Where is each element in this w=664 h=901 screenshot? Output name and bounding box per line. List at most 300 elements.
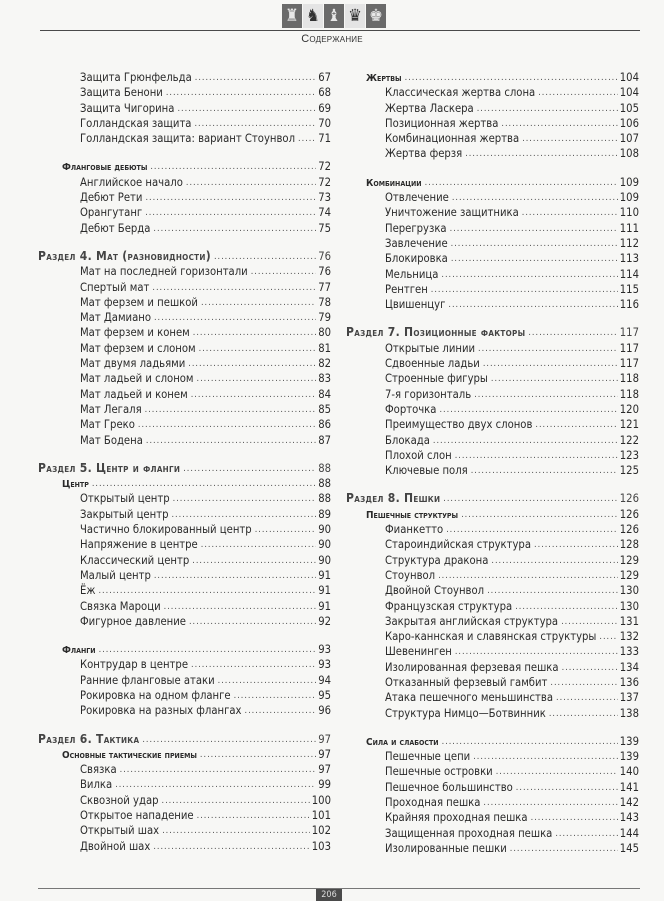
entry-title: Раздел 5. Центр и фланги bbox=[38, 460, 181, 475]
dot-leader bbox=[189, 614, 316, 625]
toc-subsection-heading bbox=[38, 476, 331, 491]
toc-entry bbox=[346, 251, 639, 266]
toc-subsection-heading bbox=[38, 159, 331, 174]
toc-section-heading bbox=[346, 325, 639, 340]
page-ref: 131 bbox=[619, 614, 639, 628]
toc-entry bbox=[38, 762, 331, 777]
toc-right-column bbox=[346, 70, 639, 856]
entry-title: Проходная пешка bbox=[385, 796, 481, 810]
entry-title: Староиндийская структура bbox=[385, 538, 531, 552]
entry-title: Преимущество двух слонов bbox=[385, 418, 533, 432]
dot-leader bbox=[200, 747, 316, 758]
entry-title: Защищенная проходная пешка bbox=[385, 826, 553, 840]
dot-leader bbox=[199, 341, 317, 352]
toc-entry bbox=[346, 764, 639, 779]
dot-leader bbox=[549, 706, 618, 717]
page-ref: 139 bbox=[619, 750, 639, 764]
page-ref: 101 bbox=[311, 809, 331, 823]
entry-title: Завлечение bbox=[385, 236, 448, 250]
toc-entry bbox=[38, 101, 331, 116]
entry-title: Сила и слабости bbox=[366, 736, 439, 748]
toc-entry bbox=[38, 808, 331, 823]
page-ref: 77 bbox=[318, 280, 331, 294]
dot-leader bbox=[450, 221, 618, 232]
page-ref: 97 bbox=[318, 732, 331, 746]
dot-leader bbox=[439, 402, 617, 413]
toc-entry bbox=[38, 310, 331, 325]
toc-entry bbox=[346, 463, 639, 478]
entry-title: Крайняя проходная пешка bbox=[385, 811, 528, 825]
page-ref: 109 bbox=[619, 191, 639, 205]
toc-section-heading bbox=[346, 491, 639, 506]
dot-leader bbox=[92, 476, 316, 487]
dot-leader bbox=[471, 463, 618, 474]
page-ref: 97 bbox=[318, 763, 331, 777]
entry-title: 7-я горизонталь bbox=[385, 387, 472, 401]
toc-section-heading bbox=[38, 732, 331, 747]
page-ref: 126 bbox=[619, 507, 639, 521]
page-ref: 88 bbox=[318, 477, 331, 491]
page-ref: 87 bbox=[318, 433, 331, 447]
entry-title: Изолированная ферзевая пешка bbox=[385, 660, 559, 674]
entry-title: Двойной шах bbox=[80, 839, 151, 853]
page-ref: 133 bbox=[619, 645, 639, 659]
entry-title: Фигурное давление bbox=[80, 614, 186, 628]
toc-entry bbox=[38, 537, 331, 552]
toc-entry bbox=[38, 221, 331, 236]
dot-leader bbox=[188, 356, 316, 367]
dot-leader bbox=[448, 297, 617, 308]
dot-leader bbox=[154, 568, 316, 579]
toc-entry bbox=[38, 205, 331, 220]
dot-leader bbox=[146, 433, 316, 444]
dot-leader bbox=[120, 762, 317, 773]
page-ref: 92 bbox=[318, 614, 331, 628]
dot-leader bbox=[214, 249, 316, 260]
dot-leader bbox=[298, 131, 316, 142]
entry-title: Раздел 7. Позиционные факторы bbox=[346, 325, 526, 340]
page-ref: 82 bbox=[318, 357, 331, 371]
toc-entry bbox=[346, 706, 639, 721]
page-ref: 113 bbox=[619, 252, 639, 266]
toc-left-column bbox=[38, 70, 331, 854]
page-ref: 79 bbox=[318, 311, 331, 325]
entry-title: Форточка bbox=[385, 402, 437, 416]
page-ref: 142 bbox=[619, 796, 639, 810]
dot-leader bbox=[251, 264, 316, 275]
entry-title: Изолированные пешки bbox=[385, 841, 507, 855]
chess-pieces-header bbox=[282, 4, 386, 28]
page-ref: 84 bbox=[318, 387, 331, 401]
dot-leader bbox=[442, 734, 618, 745]
dot-leader bbox=[535, 417, 617, 428]
entry-title: Перегрузка bbox=[385, 221, 447, 235]
entry-title: Двойной Стоунвол bbox=[385, 584, 485, 598]
entry-title: Классическая жертва слона bbox=[385, 86, 536, 100]
page-ref: 122 bbox=[619, 433, 639, 447]
dot-leader bbox=[487, 583, 618, 594]
entry-title: Структура дракона bbox=[385, 553, 489, 567]
dot-leader bbox=[501, 116, 617, 127]
entry-title: Жертва ферзя bbox=[385, 147, 463, 161]
entry-title: Классический центр bbox=[80, 553, 190, 567]
page-ref: 115 bbox=[619, 282, 639, 296]
entry-title: Плохой слон bbox=[385, 448, 452, 462]
entry-title: Фланги bbox=[62, 645, 96, 657]
dot-leader bbox=[474, 387, 618, 398]
toc-entry bbox=[346, 448, 639, 463]
page-ref: 75 bbox=[318, 221, 331, 235]
dot-leader bbox=[138, 417, 316, 428]
page-ref: 93 bbox=[318, 643, 331, 657]
page-ref: 104 bbox=[619, 86, 639, 100]
dot-leader bbox=[473, 749, 618, 760]
entry-title: Уничтожение защитника bbox=[385, 206, 519, 220]
page-ref: 88 bbox=[318, 461, 331, 475]
toc-entry bbox=[346, 131, 639, 146]
entry-title: Спертый мат bbox=[80, 280, 150, 294]
toc-entry bbox=[346, 841, 639, 856]
page-ref: 116 bbox=[619, 298, 639, 312]
toc-entry bbox=[38, 491, 331, 506]
dot-leader bbox=[171, 507, 316, 518]
page-ref: 90 bbox=[318, 523, 331, 537]
toc-entry bbox=[346, 341, 639, 356]
toc-entry bbox=[38, 823, 331, 838]
toc-entry bbox=[38, 264, 331, 279]
dot-leader bbox=[152, 280, 316, 291]
dot-leader bbox=[556, 690, 618, 701]
page-ref: 89 bbox=[318, 507, 331, 521]
page-ref: 141 bbox=[619, 780, 639, 794]
dot-leader bbox=[145, 205, 316, 216]
toc-entry bbox=[38, 402, 331, 417]
dot-leader bbox=[98, 583, 316, 594]
toc-entry bbox=[38, 387, 331, 402]
dot-leader bbox=[451, 251, 618, 262]
page-ref: 123 bbox=[619, 448, 639, 462]
dot-leader bbox=[451, 236, 618, 247]
toc-subsection-heading bbox=[346, 507, 639, 522]
entry-title: Мат ладьей и слоном bbox=[80, 372, 194, 386]
dot-leader bbox=[191, 657, 316, 668]
page-ref: 72 bbox=[318, 175, 331, 189]
entry-title: Вилка bbox=[80, 778, 113, 792]
toc-entry bbox=[346, 205, 639, 220]
entry-title: Дебют Берда bbox=[80, 221, 151, 235]
dot-leader bbox=[461, 507, 618, 518]
toc-entry bbox=[346, 675, 639, 690]
entry-title: Мат ладьей и конем bbox=[80, 387, 188, 401]
dot-leader bbox=[197, 808, 310, 819]
entry-title: Жертва Ласкера bbox=[385, 101, 474, 115]
dot-leader bbox=[431, 282, 618, 293]
entry-title: Открытый центр bbox=[80, 492, 170, 506]
page-ref: 105 bbox=[619, 101, 639, 115]
entry-title: Пешечное большинство bbox=[385, 780, 513, 794]
dot-leader bbox=[153, 839, 309, 850]
toc-entry bbox=[38, 341, 331, 356]
entry-title: Напряжение в центре bbox=[80, 538, 198, 552]
dot-leader bbox=[150, 159, 316, 170]
toc-entry bbox=[346, 101, 639, 116]
page-ref: 118 bbox=[619, 387, 639, 401]
page-ref: 137 bbox=[619, 691, 639, 705]
toc-entry bbox=[346, 356, 639, 371]
dot-leader bbox=[234, 688, 317, 699]
page-ref: 130 bbox=[619, 599, 639, 613]
page-ref: 74 bbox=[318, 206, 331, 220]
entry-title: Шевенинген bbox=[385, 645, 452, 659]
toc-entry bbox=[38, 507, 331, 522]
page-number: 206 bbox=[316, 889, 342, 901]
entry-title: Мат ферзем и конем bbox=[80, 326, 190, 340]
entry-title: Сквозной удар bbox=[80, 793, 159, 807]
dot-leader bbox=[562, 660, 618, 671]
dot-leader bbox=[528, 325, 617, 336]
toc-entry bbox=[346, 297, 639, 312]
dot-leader bbox=[496, 764, 618, 775]
toc-entry bbox=[346, 433, 639, 448]
entry-title: Центр bbox=[62, 479, 89, 491]
page-ref: 111 bbox=[619, 221, 639, 235]
page-ref: 140 bbox=[619, 765, 639, 779]
entry-title: Строенные фигуры bbox=[385, 372, 488, 386]
dot-leader bbox=[153, 221, 316, 232]
toc-entry bbox=[38, 433, 331, 448]
toc-entry bbox=[38, 522, 331, 537]
entry-title: Комбинационная жертва bbox=[385, 132, 520, 146]
dot-leader bbox=[162, 793, 310, 804]
entry-title: Отказанный ферзевый гамбит bbox=[385, 675, 548, 689]
entry-title: Фианкетто bbox=[385, 523, 444, 537]
dot-leader bbox=[245, 703, 317, 714]
entry-title: Пешечные структуры bbox=[366, 509, 459, 521]
rook-icon: ♜ bbox=[282, 4, 302, 28]
page-ref: 129 bbox=[619, 553, 639, 567]
king-icon: ♚ bbox=[366, 4, 386, 28]
page-ref: 80 bbox=[318, 326, 331, 340]
toc-entry bbox=[346, 282, 639, 297]
dot-leader bbox=[177, 101, 316, 112]
entry-title: Отвлечение bbox=[385, 191, 449, 205]
toc-entry bbox=[38, 839, 331, 854]
entry-title: Основные тактические приемы bbox=[62, 749, 197, 761]
page-ref: 120 bbox=[619, 402, 639, 416]
toc-entry bbox=[346, 537, 639, 552]
toc-entry bbox=[346, 190, 639, 205]
toc-entry bbox=[38, 568, 331, 583]
page-ref: 125 bbox=[619, 464, 639, 478]
dot-leader bbox=[483, 795, 617, 806]
toc-entry bbox=[346, 614, 639, 629]
dot-leader bbox=[201, 295, 316, 306]
dot-leader bbox=[162, 823, 310, 834]
page-ref: 94 bbox=[318, 673, 331, 687]
toc-entry bbox=[346, 568, 639, 583]
entry-title: Ёж bbox=[80, 584, 96, 598]
page-ref: 103 bbox=[311, 839, 331, 853]
entry-title: Раздел 6. Тактика bbox=[38, 731, 140, 746]
toc-entry bbox=[38, 85, 331, 100]
entry-title: Защита Бенони bbox=[80, 86, 163, 100]
entry-title: Раздел 4. Мат (разновидности) bbox=[38, 248, 211, 263]
dot-leader bbox=[218, 673, 317, 684]
entry-title: Комбинации bbox=[366, 177, 422, 189]
entry-title: Блокада bbox=[385, 433, 430, 447]
page-ref: 117 bbox=[619, 326, 639, 340]
entry-title: Контрудар в центре bbox=[80, 658, 189, 672]
toc-subsection-heading bbox=[38, 642, 331, 657]
dot-leader bbox=[192, 553, 316, 564]
page-ref: 102 bbox=[311, 824, 331, 838]
page-ref: 93 bbox=[318, 658, 331, 672]
dot-leader bbox=[201, 537, 316, 548]
toc-subsection-heading bbox=[346, 175, 639, 190]
dot-leader bbox=[433, 433, 618, 444]
dot-leader bbox=[115, 777, 316, 788]
entry-title: Рентген bbox=[385, 282, 428, 296]
toc-entry bbox=[38, 116, 331, 131]
page-ref: 97 bbox=[318, 747, 331, 761]
dot-leader bbox=[405, 70, 618, 81]
toc-entry bbox=[346, 826, 639, 841]
toc-entry bbox=[346, 780, 639, 795]
dot-leader bbox=[195, 70, 316, 81]
page-ref: 100 bbox=[311, 793, 331, 807]
page-ref: 95 bbox=[318, 688, 331, 702]
toc-entry bbox=[38, 614, 331, 629]
entry-title: Мат ферзем и пешкой bbox=[80, 295, 198, 309]
toc-entry bbox=[346, 85, 639, 100]
dot-leader bbox=[99, 642, 317, 653]
page-ref: 138 bbox=[619, 706, 639, 720]
page-ref: 76 bbox=[318, 265, 331, 279]
page-ref: 128 bbox=[619, 538, 639, 552]
dot-leader bbox=[255, 522, 317, 533]
entry-title: Мельница bbox=[385, 267, 439, 281]
page-ref: 129 bbox=[619, 568, 639, 582]
page-ref: 108 bbox=[619, 147, 639, 161]
toc-entry bbox=[38, 325, 331, 340]
entry-title: Защита Чигорина bbox=[80, 101, 175, 115]
page-ref: 91 bbox=[318, 584, 331, 598]
page-ref: 85 bbox=[318, 402, 331, 416]
toc-entry bbox=[346, 221, 639, 236]
toc-entry bbox=[38, 70, 331, 85]
toc-entry bbox=[346, 660, 639, 675]
top-rule bbox=[40, 30, 640, 31]
toc-entry bbox=[38, 599, 331, 614]
toc-entry bbox=[38, 583, 331, 598]
entry-title: Структура Нимцо—Ботвинник bbox=[385, 706, 546, 720]
entry-title: Пешечные цепи bbox=[385, 750, 471, 764]
page-ref: 117 bbox=[619, 341, 639, 355]
toc-entry bbox=[346, 116, 639, 131]
entry-title: Каро-каннская и славянская структуры bbox=[385, 630, 597, 644]
entry-title: Ключевые поля bbox=[385, 464, 468, 478]
entry-title: Позиционная жертва bbox=[385, 116, 499, 130]
toc-entry bbox=[346, 417, 639, 432]
toc-entry bbox=[38, 190, 331, 205]
page-ref: 106 bbox=[619, 116, 639, 130]
toc-entry bbox=[38, 175, 331, 190]
entry-title: Жертвы bbox=[366, 73, 402, 84]
toc-entry bbox=[38, 657, 331, 672]
dot-leader bbox=[197, 371, 317, 382]
dot-leader bbox=[538, 85, 618, 96]
toc-entry bbox=[346, 267, 639, 282]
page-ref: 96 bbox=[318, 704, 331, 718]
dot-leader bbox=[522, 131, 618, 142]
page-ref: 139 bbox=[619, 734, 639, 748]
entry-title: Малый центр bbox=[80, 568, 151, 582]
page-ref: 76 bbox=[318, 249, 331, 263]
dot-leader bbox=[194, 116, 316, 127]
toc-entry bbox=[346, 522, 639, 537]
toc-entry bbox=[346, 810, 639, 825]
entry-title: Мат ферзем и слоном bbox=[80, 341, 196, 355]
dot-leader bbox=[142, 732, 316, 743]
queen-icon: ♛ bbox=[345, 4, 365, 28]
page-ref: 72 bbox=[318, 160, 331, 174]
dot-leader bbox=[452, 190, 618, 201]
page-ref: 132 bbox=[619, 630, 639, 644]
page-ref: 121 bbox=[619, 418, 639, 432]
toc-subsection-heading bbox=[346, 70, 639, 85]
entry-title: Атака пешечного меньшинства bbox=[385, 691, 553, 705]
dot-leader bbox=[173, 491, 317, 502]
dot-leader bbox=[561, 614, 618, 625]
page-ref: 107 bbox=[619, 132, 639, 146]
dot-leader bbox=[164, 599, 317, 610]
page-title: Содержание bbox=[301, 33, 363, 45]
toc-entry bbox=[38, 295, 331, 310]
dot-leader bbox=[145, 190, 316, 201]
entry-title: Сдвоенные ладьи bbox=[385, 357, 480, 371]
dot-leader bbox=[522, 205, 618, 216]
toc-entry bbox=[38, 417, 331, 432]
entry-title: Рокировка на одном фланге bbox=[80, 688, 231, 702]
page-ref: 110 bbox=[619, 206, 639, 220]
entry-title: Мат Бодена bbox=[80, 433, 143, 447]
dot-leader bbox=[555, 826, 617, 837]
entry-title: Голландская защита bbox=[80, 116, 192, 130]
page-ref: 112 bbox=[619, 236, 639, 250]
bishop-icon: ♝ bbox=[324, 4, 344, 28]
dot-leader bbox=[531, 810, 618, 821]
entry-title: Защита Грюнфельда bbox=[80, 71, 192, 84]
entry-title: Открытый шах bbox=[80, 824, 160, 838]
dot-leader bbox=[534, 537, 618, 548]
toc-entry bbox=[346, 690, 639, 705]
page-ref: 81 bbox=[318, 341, 331, 355]
dot-leader bbox=[441, 267, 617, 278]
page-ref: 136 bbox=[619, 675, 639, 689]
page-ref: 67 bbox=[318, 71, 331, 84]
dot-leader bbox=[193, 325, 316, 336]
page-ref: 90 bbox=[318, 553, 331, 567]
toc-entry bbox=[346, 236, 639, 251]
page-ref: 109 bbox=[619, 175, 639, 189]
dot-leader bbox=[191, 387, 317, 398]
toc-entry bbox=[38, 280, 331, 295]
dot-leader bbox=[166, 85, 316, 96]
dot-leader bbox=[491, 553, 617, 564]
page-ref: 126 bbox=[619, 523, 639, 537]
page-ref: 68 bbox=[318, 86, 331, 100]
dot-leader bbox=[183, 461, 316, 472]
